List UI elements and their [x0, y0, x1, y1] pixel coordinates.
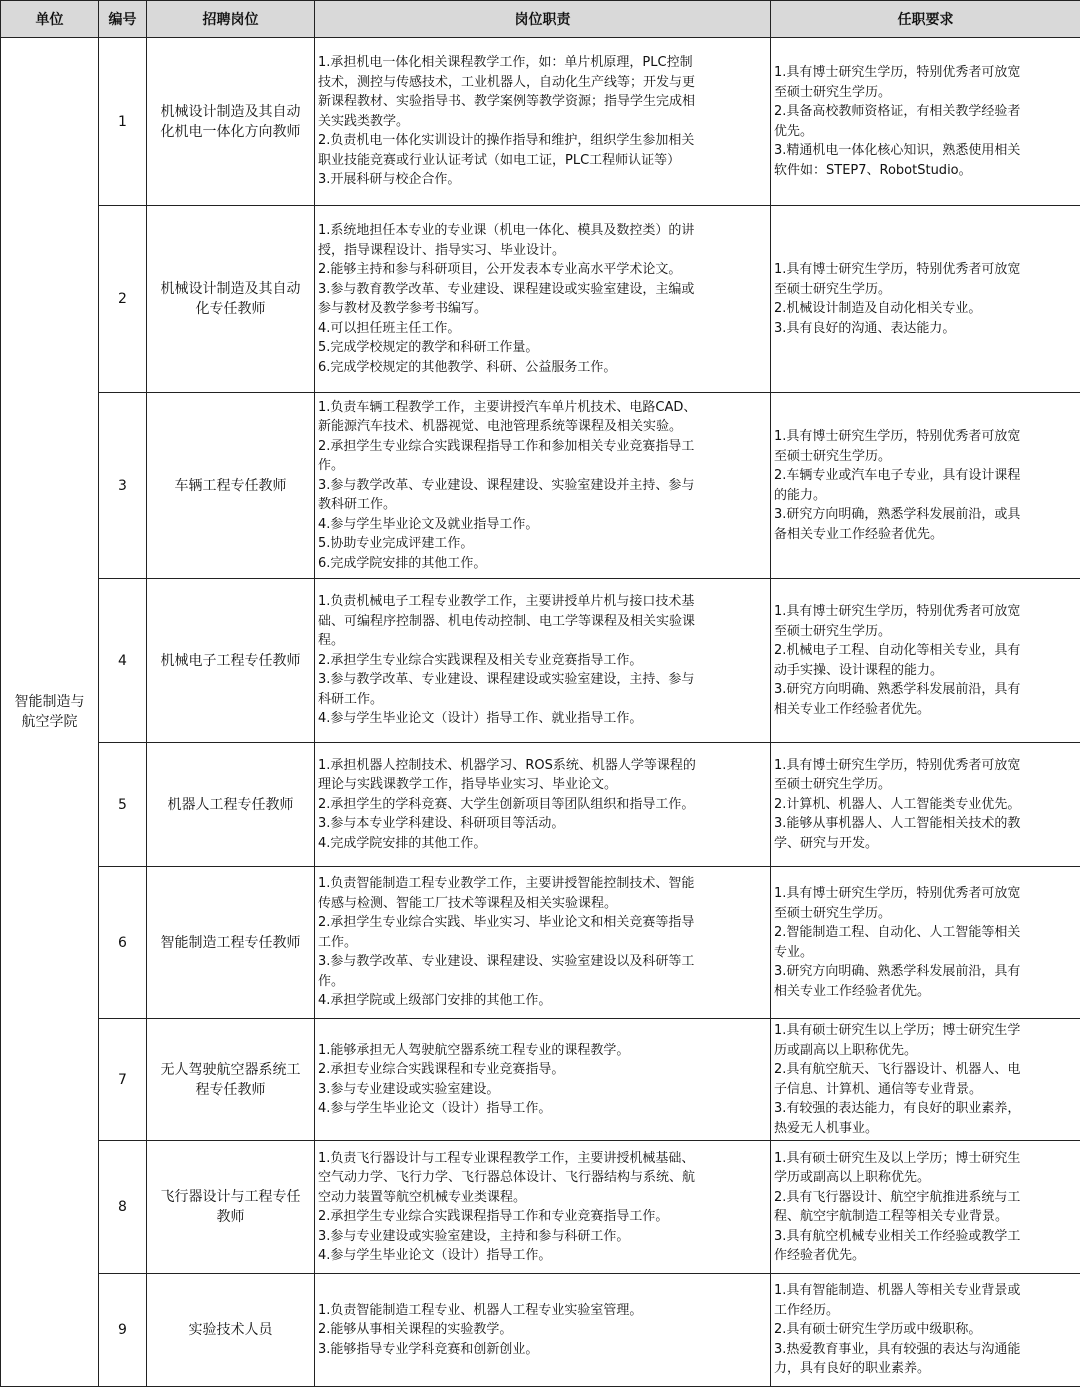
- requirement-line: 3.研究方向明确、熟悉学科发展前沿，具有: [774, 962, 1074, 982]
- position-title-line: 化专任教师: [153, 299, 308, 319]
- position-title: [147, 38, 315, 206]
- requirement-line: 程、航空宇航制造工程等相关专业背景。: [774, 1207, 1074, 1227]
- requirement-line: 历或副高以上职称优先。: [774, 1041, 1074, 1061]
- requirement-line: 学、研究与开发。: [774, 834, 1074, 854]
- requirement-line: 1.具有博士研究生学历，特别优秀者可放宽: [774, 756, 1074, 776]
- header-row: [1, 1, 1080, 38]
- duty-line: 2.负责机电一体化实训设计的操作指导和维护，组织学生参加相关: [318, 131, 767, 151]
- duty-line: 新能源汽车技术、机器视觉、电池管理系统等课程及相关实验。: [318, 417, 767, 437]
- unit-line: 智能制造与: [1, 692, 98, 712]
- duty-line: 1.系统地担任本专业的专业课（机电一体化、模具及数控类）的讲: [318, 221, 767, 241]
- position-title: [147, 1274, 315, 1387]
- position-title-line: 智能制造工程专任教师: [153, 933, 308, 953]
- requirement-line: 相关专业工作经验者优先。: [774, 982, 1074, 1002]
- header-title: 招聘岗位: [147, 1, 315, 38]
- table-row: [1, 579, 1080, 743]
- position-title: [147, 867, 315, 1019]
- position-title-line: 飞行器设计与工程专任: [153, 1187, 308, 1207]
- table-row: [1, 206, 1080, 393]
- duty-line: 新课程教材、实验指导书、教学案例等教学资源；指导学生完成相: [318, 92, 767, 112]
- duty-line: 2.承担学生专业综合实践课程指导工作和参加相关专业竞赛指导工: [318, 437, 767, 457]
- table-row: [1, 393, 1080, 579]
- position-title-line: 程专任教师: [153, 1080, 308, 1100]
- row-number: 7: [99, 1019, 147, 1141]
- requirement-cell: [771, 206, 1080, 393]
- duty-cell: [315, 579, 771, 743]
- duty-line: 关实践类教学。: [318, 112, 767, 132]
- duty-line: 2.承担学生专业综合实践、毕业实习、毕业论文和相关竞赛等指导: [318, 913, 767, 933]
- table-row: [1, 743, 1080, 867]
- duty-line: 2.能够从事相关课程的实验教学。: [318, 1320, 767, 1340]
- requirement-line: 至硕士研究生学历。: [774, 447, 1074, 467]
- duty-line: 2.承担学生的学科竞赛、大学生创新项目等团队组织和指导工作。: [318, 795, 767, 815]
- duty-cell: [315, 1019, 771, 1141]
- table-row: [1, 38, 1080, 206]
- requirement-line: 力，具有良好的职业素养。: [774, 1359, 1074, 1379]
- requirement-line: 3.具有良好的沟通、表达能力。: [774, 319, 1074, 339]
- position-title: [147, 1141, 315, 1274]
- requirement-line: 动手实操、设计课程的能力。: [774, 661, 1074, 681]
- row-number: 1: [99, 38, 147, 206]
- duty-line: 空气动力学、飞行力学、飞行器总体设计、飞行器结构与系统、航: [318, 1168, 767, 1188]
- row-number: 4: [99, 579, 147, 743]
- position-title-line: 机器人工程专任教师: [153, 795, 308, 815]
- duty-line: 3.开展科研与校企合作。: [318, 170, 767, 190]
- duty-line: 1.负责机械电子工程专业教学工作，主要讲授单片机与接口技术基: [318, 592, 767, 612]
- requirement-line: 3.能够从事机器人、人工智能相关技术的教: [774, 814, 1074, 834]
- duty-line: 1.负责车辆工程教学工作，主要讲授汽车单片机技术、电路CAD、: [318, 398, 767, 418]
- requirement-line: 2.机械电子工程、自动化等相关专业，具有: [774, 641, 1074, 661]
- row-number: 3: [99, 393, 147, 579]
- row-number: 2: [99, 206, 147, 393]
- requirement-cell: [771, 1019, 1080, 1141]
- row-number: 6: [99, 867, 147, 1019]
- requirement-line: 2.具有飞行器设计、航空宇航推进系统与工: [774, 1188, 1074, 1208]
- requirement-line: 1.具有博士研究生学历，特别优秀者可放宽: [774, 602, 1074, 622]
- position-title-line: 机械设计制造及其自动: [153, 279, 308, 299]
- position-title-line: 化机电一体化方向教师: [153, 122, 308, 142]
- requirement-line: 1.具有智能制造、机器人等相关专业背景或: [774, 1281, 1074, 1301]
- position-title: [147, 1019, 315, 1141]
- duty-line: 2.承担学生专业综合实践课程指导工作和专业竞赛指导工作。: [318, 1207, 767, 1227]
- duty-line: 作。: [318, 972, 767, 992]
- duty-line: 6.完成学校规定的其他教学、科研、公益服务工作。: [318, 358, 767, 378]
- requirement-line: 3.热爱教育事业，具有较强的表达与沟通能: [774, 1340, 1074, 1360]
- requirement-line: 的能力。: [774, 486, 1074, 506]
- duty-line: 空动力装置等航空机械专业类课程。: [318, 1188, 767, 1208]
- duty-line: 3.参与教育教学改革、专业建设、课程建设或实验室建设，主编或: [318, 280, 767, 300]
- duty-line: 工作。: [318, 933, 767, 953]
- duty-line: 教科研工作。: [318, 495, 767, 515]
- position-title-line: 实验技术人员: [153, 1320, 308, 1340]
- unit-line: 航空学院: [1, 712, 98, 732]
- requirement-cell: [771, 743, 1080, 867]
- duty-line: 5.协助专业完成评建工作。: [318, 534, 767, 554]
- position-title: [147, 393, 315, 579]
- requirement-line: 2.车辆专业或汽车电子专业，具有设计课程: [774, 466, 1074, 486]
- requirement-line: 2.计算机、机器人、人工智能类专业优先。: [774, 795, 1074, 815]
- table-row: [1, 1274, 1080, 1387]
- duty-line: 5.完成学校规定的教学和科研工作量。: [318, 338, 767, 358]
- position-title-line: 机械电子工程专任教师: [153, 651, 308, 671]
- requirement-line: 1.具有博士研究生学历，特别优秀者可放宽: [774, 260, 1074, 280]
- requirement-line: 专业。: [774, 943, 1074, 963]
- duty-line: 4.承担学院或上级部门安排的其他工作。: [318, 991, 767, 1011]
- duty-line: 3.参与专业建设或实验室建设。: [318, 1080, 767, 1100]
- duty-line: 理论与实践课教学工作，指导毕业实习、毕业论文。: [318, 775, 767, 795]
- requirement-line: 子信息、计算机、通信等专业背景。: [774, 1080, 1074, 1100]
- duty-line: 作。: [318, 456, 767, 476]
- requirement-line: 软件如：STEP7、RobotStudio。: [774, 161, 1074, 181]
- duty-line: 2.承担专业综合实践课程和专业竞赛指导。: [318, 1060, 767, 1080]
- header-unit: 单位: [1, 1, 99, 38]
- duty-line: 参与教材及教学参考书编写。: [318, 299, 767, 319]
- requirement-line: 3.精通机电一体化核心知识，熟悉使用相关: [774, 141, 1074, 161]
- duty-cell: [315, 743, 771, 867]
- duty-line: 3.参与本专业学科建设、科研项目等活动。: [318, 814, 767, 834]
- duty-line: 1.承担机器人控制技术、机器学习、ROS系统、机器人学等课程的: [318, 756, 767, 776]
- duty-line: 2.能够主持和参与科研项目，公开发表本专业高水平学术论文。: [318, 260, 767, 280]
- duty-line: 1.承担机电一体化相关课程教学工作，如：单片机原理，PLC控制: [318, 53, 767, 73]
- position-title: [147, 743, 315, 867]
- requirement-line: 至硕士研究生学历。: [774, 775, 1074, 795]
- duty-line: 4.参与学生毕业论文（设计）指导工作、就业指导工作。: [318, 709, 767, 729]
- requirement-cell: [771, 393, 1080, 579]
- duty-line: 1.负责智能制造工程专业教学工作，主要讲授智能控制技术、智能: [318, 874, 767, 894]
- requirement-line: 至硕士研究生学历。: [774, 904, 1074, 924]
- duty-line: 程。: [318, 631, 767, 651]
- requirement-line: 2.智能制造工程、自动化、人工智能等相关: [774, 923, 1074, 943]
- requirement-line: 工作经历。: [774, 1301, 1074, 1321]
- header-req: 任职要求: [771, 1, 1080, 38]
- header-num: 编号: [99, 1, 147, 38]
- position-title-line: 机械设计制造及其自动: [153, 102, 308, 122]
- duty-line: 技术，测控与传感技术，工业机器人，自动化生产线等；开发与更: [318, 73, 767, 93]
- duty-cell: [315, 867, 771, 1019]
- requirement-line: 2.具有航空航天、飞行器设计、机器人、电: [774, 1060, 1074, 1080]
- duty-line: 授，指导课程设计、指导实习、毕业设计。: [318, 241, 767, 261]
- requirement-line: 3.具有航空机械专业相关工作经验或教学工: [774, 1227, 1074, 1247]
- position-title: [147, 206, 315, 393]
- requirement-line: 3.研究方向明确、熟悉学科发展前沿，具有: [774, 680, 1074, 700]
- duty-line: 1.负责飞行器设计与工程专业课程教学工作，主要讲授机械基础、: [318, 1149, 767, 1169]
- requirement-line: 作经验者优先。: [774, 1246, 1074, 1266]
- requirement-line: 至硕士研究生学历。: [774, 280, 1074, 300]
- requirement-line: 备相关专业工作经验者优先。: [774, 525, 1074, 545]
- requirement-cell: [771, 1274, 1080, 1387]
- duty-line: 传感与检测、智能工厂技术等课程及相关实验课程。: [318, 894, 767, 914]
- requirement-line: 相关专业工作经验者优先。: [774, 700, 1074, 720]
- requirement-line: 1.具有硕士研究生及以上学历；博士研究生: [774, 1149, 1074, 1169]
- duty-line: 3.参与教学改革、专业建设、课程建设或实验室建设，主持、参与: [318, 670, 767, 690]
- requirement-line: 1.具有硕士研究生以上学历；博士研究生学: [774, 1021, 1074, 1041]
- position-title-line: 车辆工程专任教师: [153, 476, 308, 496]
- duty-line: 4.可以担任班主任工作。: [318, 319, 767, 339]
- duty-cell: [315, 1141, 771, 1274]
- duty-cell: [315, 38, 771, 206]
- duty-line: 6.完成学院安排的其他工作。: [318, 554, 767, 574]
- requirement-line: 至硕士研究生学历。: [774, 622, 1074, 642]
- position-title-line: 教师: [153, 1207, 308, 1227]
- duty-cell: [315, 393, 771, 579]
- duty-line: 4.参与学生毕业论文及就业指导工作。: [318, 515, 767, 535]
- table-row: [1, 867, 1080, 1019]
- requirement-cell: [771, 579, 1080, 743]
- requirement-line: 1.具有博士研究生学历，特别优秀者可放宽: [774, 884, 1074, 904]
- duty-line: 3.参与教学改革、专业建设、课程建设、实验室建设以及科研等工: [318, 952, 767, 972]
- duty-line: 1.能够承担无人驾驶航空器系统工程专业的课程教学。: [318, 1041, 767, 1061]
- requirement-line: 学历或副高以上职称优先。: [774, 1168, 1074, 1188]
- header-duty: 岗位职责: [315, 1, 771, 38]
- table-row: [1, 1141, 1080, 1274]
- duty-line: 础、可编程序控制器、机电传动控制、电工学等课程及相关实验课: [318, 612, 767, 632]
- duty-cell: [315, 1274, 771, 1387]
- duty-line: 2.承担学生专业综合实践课程及相关专业竞赛指导工作。: [318, 651, 767, 671]
- requirement-line: 3.有较强的表达能力，有良好的职业素养，: [774, 1099, 1074, 1119]
- duty-line: 科研工作。: [318, 690, 767, 710]
- duty-line: 职业技能竞赛或行业认证考试（如电工证，PLC工程师认证等）: [318, 151, 767, 171]
- duty-line: 4.参与学生毕业论文（设计）指导工作。: [318, 1246, 767, 1266]
- requirement-line: 2.机械设计制造及自动化相关专业。: [774, 299, 1074, 319]
- duty-line: 3.参与教学改革、专业建设、课程建设、实验室建设并主持、参与: [318, 476, 767, 496]
- duty-line: 1.负责智能制造工程专业、机器人工程专业实验室管理。: [318, 1301, 767, 1321]
- requirement-line: 2.具备高校教师资格证，有相关教学经验者: [774, 102, 1074, 122]
- row-number: 9: [99, 1274, 147, 1387]
- table-row: [1, 1019, 1080, 1141]
- requirement-cell: [771, 867, 1080, 1019]
- requirement-line: 1.具有博士研究生学历，特别优秀者可放宽: [774, 63, 1074, 83]
- row-number: 8: [99, 1141, 147, 1274]
- row-number: 5: [99, 743, 147, 867]
- requirement-line: 优先。: [774, 122, 1074, 142]
- requirement-cell: [771, 38, 1080, 206]
- position-title-line: 无人驾驶航空器系统工: [153, 1060, 308, 1080]
- requirement-line: 3.研究方向明确，熟悉学科发展前沿，或具: [774, 505, 1074, 525]
- requirement-line: 热爱无人机事业。: [774, 1119, 1074, 1139]
- duty-line: 3.能够指导专业学科竞赛和创新创业。: [318, 1340, 767, 1360]
- requirement-line: 2.具有硕士研究生学历或中级职称。: [774, 1320, 1074, 1340]
- requirement-line: 至硕士研究生学历。: [774, 83, 1074, 103]
- duty-line: 4.参与学生毕业论文（设计）指导工作。: [318, 1099, 767, 1119]
- duty-line: 4.完成学院安排的其他工作。: [318, 834, 767, 854]
- unit-cell: [1, 38, 99, 1387]
- duty-line: 3.参与专业建设或实验室建设，主持和参与科研工作。: [318, 1227, 767, 1247]
- requirement-cell: [771, 1141, 1080, 1274]
- position-title: [147, 579, 315, 743]
- requirement-line: 1.具有博士研究生学历，特别优秀者可放宽: [774, 427, 1074, 447]
- duty-cell: [315, 206, 771, 393]
